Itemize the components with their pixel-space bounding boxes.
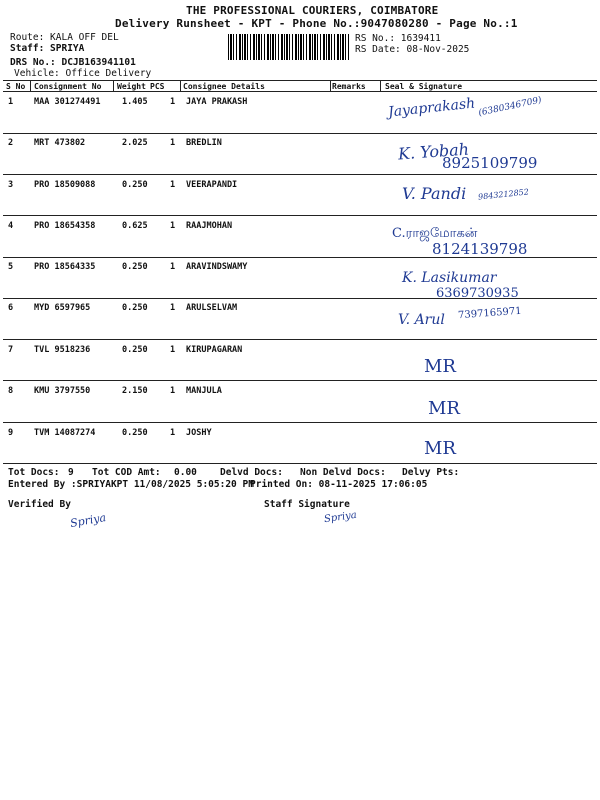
tot-docs-value: 9 — [68, 467, 74, 478]
signature: V. Pandi — [402, 184, 467, 203]
col-consignment: Consignment No — [34, 82, 102, 91]
tot-docs-label: Tot Docs: — [8, 467, 60, 478]
signature-phone: 6369730935 — [436, 286, 519, 301]
col-consignee: Consignee Details — [183, 82, 265, 91]
col-sno: S No — [6, 82, 26, 91]
row-consignee: KIRUPAGARAN — [186, 345, 243, 355]
signature: Jayaprakash — [387, 95, 476, 121]
row-consignment: MAA 301274491 — [34, 97, 101, 107]
row-consignment: MRT 473802 — [34, 138, 86, 148]
row-consignee: JOSHY — [186, 428, 212, 438]
signature-phone: (6380346709) — [477, 95, 543, 119]
row-sno: 7 — [8, 345, 14, 355]
printed-on: Printed On: 08-11-2025 17:06:05 — [250, 479, 428, 490]
row-consignment: KMU 3797550 — [34, 386, 91, 396]
row-pcs: 1 — [170, 386, 176, 396]
row-consignee: MANJULA — [186, 386, 222, 396]
col-pcs: PCS — [150, 82, 165, 91]
row-consignment: PRO 18509088 — [34, 180, 96, 190]
signature-phone: 7397165971 — [457, 305, 522, 322]
route: Route: KALA OFF DEL — [10, 32, 119, 43]
row-weight: 0.625 — [122, 221, 148, 231]
row-pcs: 1 — [170, 303, 176, 313]
row-weight: 0.250 — [122, 262, 148, 272]
verified-signature: Spriya — [69, 510, 107, 531]
row-sno: 5 — [8, 262, 14, 272]
row-weight: 0.250 — [122, 345, 148, 355]
row-weight: 1.405 — [122, 97, 148, 107]
row-consignee: VEERAPANDI — [186, 180, 238, 190]
row-weight: 0.250 — [122, 303, 148, 313]
rs-date: RS Date: 08-Nov-2025 — [355, 44, 470, 55]
row-pcs: 1 — [170, 345, 176, 355]
row-consignee: BREDLIN — [186, 138, 222, 148]
signature: K. Lasikumar — [402, 270, 497, 286]
row-consignment: TVM 14087274 — [34, 428, 96, 438]
drs-number: DRS No.: DCJB163941101 — [10, 57, 136, 68]
signature: MR — [428, 398, 460, 419]
row-pcs: 1 — [170, 138, 176, 148]
row-sno: 4 — [8, 221, 14, 231]
barcode — [228, 34, 350, 60]
row-pcs: 1 — [170, 221, 176, 231]
row-sno: 2 — [8, 138, 14, 148]
row-sno: 8 — [8, 386, 14, 396]
signature-phone: 9843212852 — [477, 187, 530, 202]
row-weight: 0.250 — [122, 428, 148, 438]
row-consignment: PRO 18654358 — [34, 221, 96, 231]
col-seal-signature: Seal & Signature — [385, 82, 463, 91]
row-sno: 9 — [8, 428, 14, 438]
delvd-docs: Delvd Docs: — [220, 467, 283, 478]
entered-by: Entered By :SPRIYAKPT 11/08/2025 5:05:20 PM — [8, 479, 254, 490]
staff: Staff: SPRIYA — [10, 43, 85, 54]
row-consignment: MYD 6597965 — [34, 303, 91, 313]
signature: MR — [424, 356, 456, 377]
non-delvd-docs: Non Delvd Docs: — [300, 467, 386, 478]
signature: MR — [424, 438, 456, 459]
vehicle: Vehicle: Office Delivery — [14, 68, 152, 79]
row-consignee: JAYA PRAKASH — [186, 97, 248, 107]
row-pcs: 1 — [170, 97, 176, 107]
company-title: THE PROFESSIONAL COURIERS, COIMBATORE — [186, 4, 439, 17]
staff-signature: Staff Signature — [264, 499, 350, 510]
row-consignee: ARULSELVAM — [186, 303, 238, 313]
signature: K. Yobah — [397, 139, 470, 164]
row-pcs: 1 — [170, 180, 176, 190]
staff-handwritten-signature: Spriya — [323, 509, 358, 526]
row-sno: 1 — [8, 97, 14, 107]
row-pcs: 1 — [170, 428, 176, 438]
signature-phone: 8925109799 — [442, 154, 538, 172]
row-weight: 0.250 — [122, 180, 148, 190]
row-sno: 6 — [8, 303, 14, 313]
row-weight: 2.150 — [122, 386, 148, 396]
row-pcs: 1 — [170, 262, 176, 272]
row-consignment: PRO 18564335 — [34, 262, 96, 272]
row-weight: 2.025 — [122, 138, 148, 148]
row-consignee: ARAVINDSWAMY — [186, 262, 248, 272]
row-sno: 3 — [8, 180, 14, 190]
tot-cod-label: Tot COD Amt: — [92, 467, 161, 478]
delvy-pts: Delvy Pts: — [402, 467, 460, 478]
signature: C.ராஜமோகன் — [392, 226, 478, 241]
rs-number: RS No.: 1639411 — [355, 33, 441, 44]
row-consignee: RAAJMOHAN — [186, 221, 233, 231]
signature-phone: 8124139798 — [432, 240, 528, 258]
runsheet-subtitle: Delivery Runsheet - KPT - Phone No.:9047080280 - Page No.:1 — [115, 17, 518, 30]
signature: V. Arul — [398, 312, 445, 328]
tot-cod-value: 0.00 — [174, 467, 197, 478]
row-consignment: TVL 9518236 — [34, 345, 91, 355]
col-weight: Weight — [117, 82, 146, 91]
col-remarks: Remarks — [332, 82, 366, 91]
verified-by: Verified By — [8, 499, 71, 510]
